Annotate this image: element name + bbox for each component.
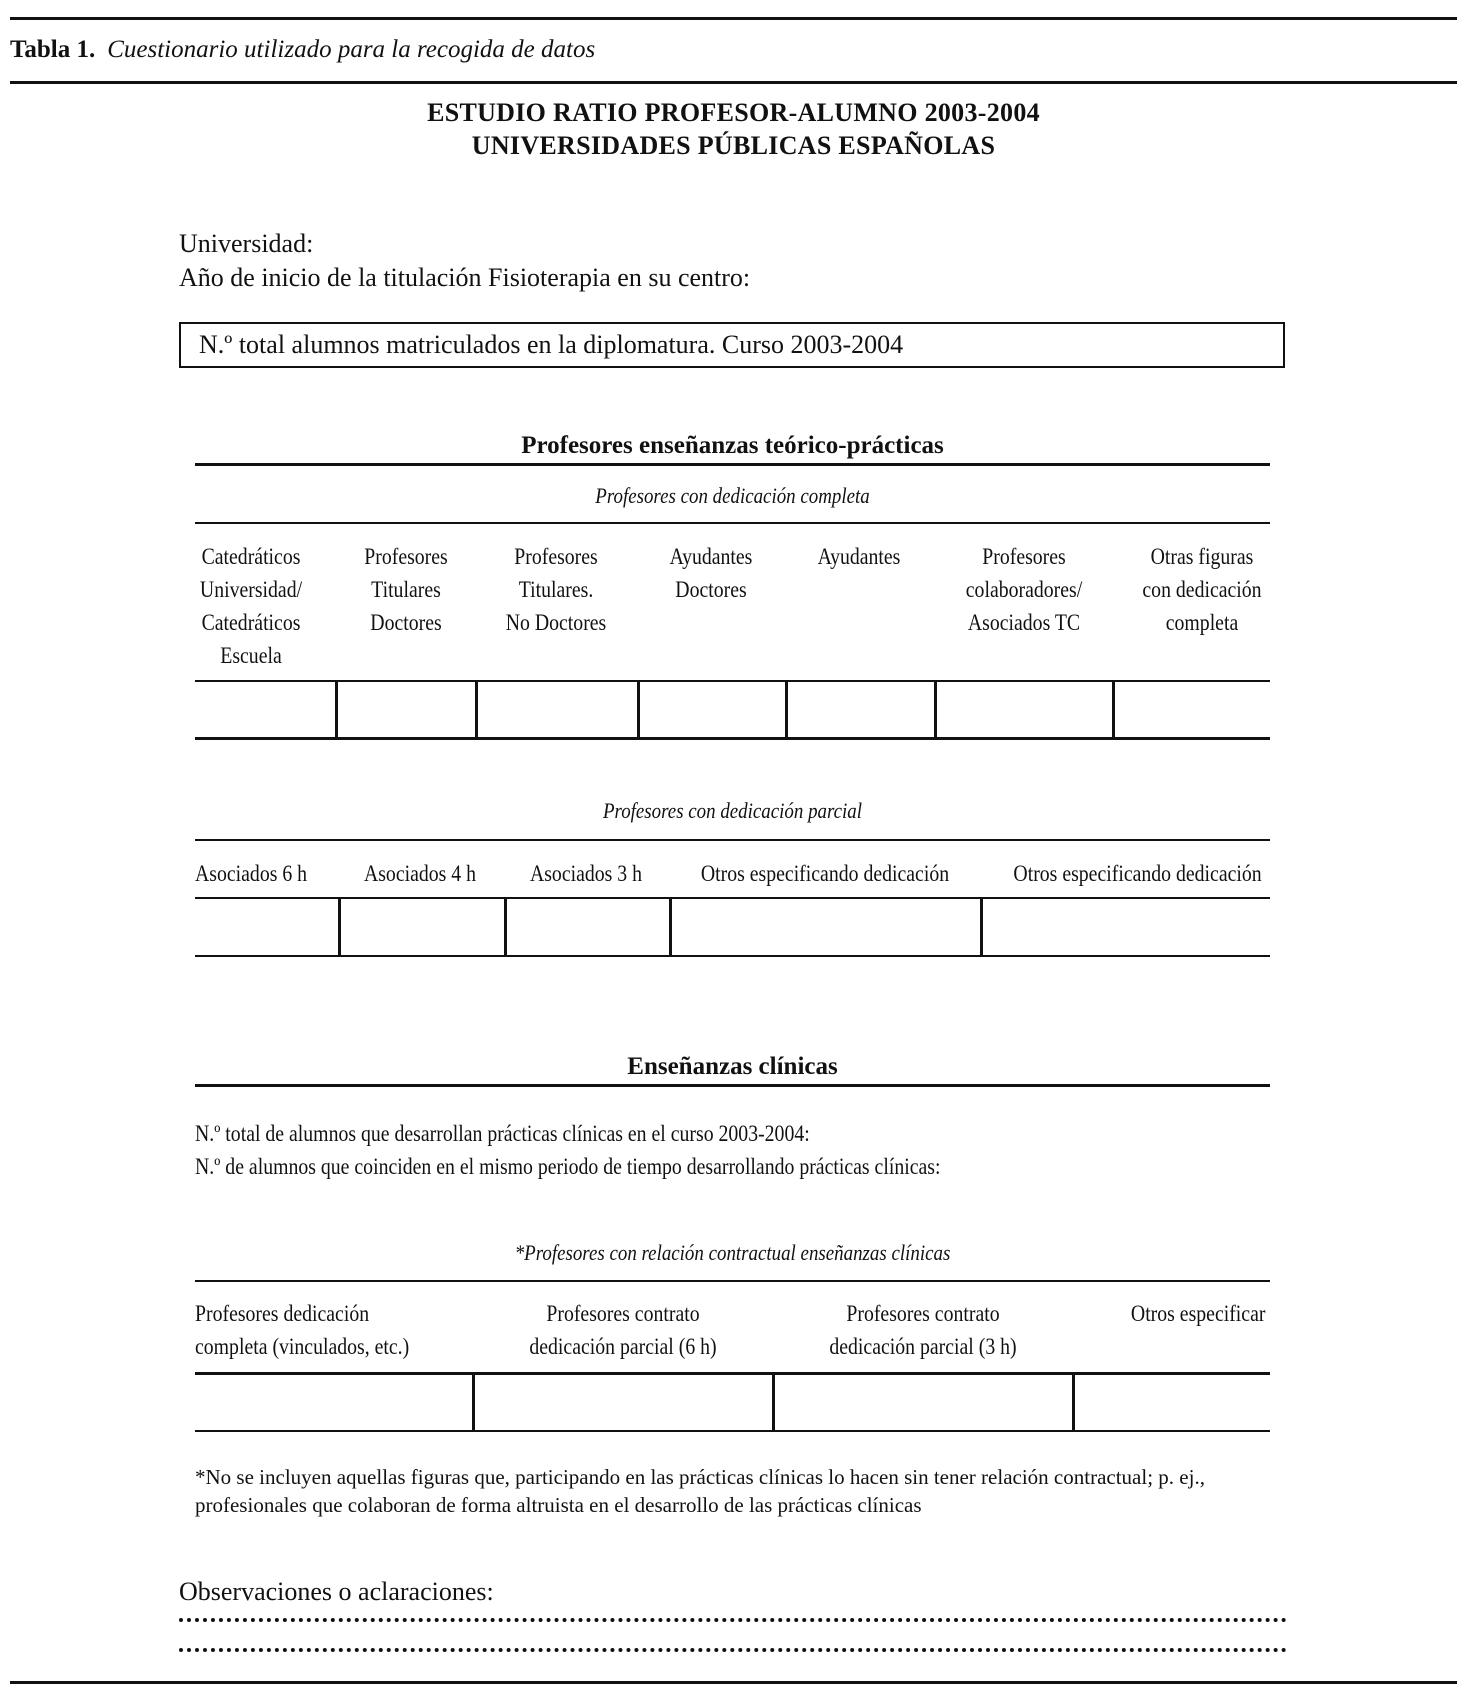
- col-asociados-4h: Asociados 4 h: [363, 861, 477, 886]
- contract-subtitle: *Profesores con relación contractual enseñanzas clínicas: [514, 1240, 951, 1265]
- col-ayudantes: Ayudantes: [817, 544, 901, 569]
- input-cell-dedicacion-completa[interactable]: [195, 1375, 472, 1430]
- universidad-label: Universidad:: [179, 229, 314, 258]
- total-alumnos-label: N.º total alumnos matriculados en la diplomatura. Curso 2003-2004: [199, 330, 904, 359]
- col-asociados-6h: Asociados 6 h: [195, 861, 308, 886]
- input-cell-catedraticos[interactable]: [195, 682, 335, 737]
- clinicas-coinciden-label: N.º de alumnos que coinciden en el mismo periodo de tiempo desarrollando prácticas clínicas:: [195, 1154, 941, 1179]
- parcial-header-rule: [195, 839, 1270, 841]
- form-title-line2: UNIVERSIDADES PÚBLICAS ESPAÑOLAS: [471, 131, 996, 160]
- completa-input-bottom-rule: [195, 737, 1270, 740]
- completa-subtitle: Profesores con dedicación completa: [595, 483, 870, 508]
- clinicas-section-title: Enseñanzas clínicas: [627, 1053, 838, 1080]
- col-titulares-doctores: Profesores Titulares Doctores: [364, 544, 448, 635]
- input-cell-parcial-3h[interactable]: [775, 1375, 1072, 1430]
- col-otras-figuras: Otras figuras con dedicación completa: [1142, 544, 1262, 635]
- footnote-line2: profesionales que colaboran de forma altruista en el desarrollo de las prácticas clínicas: [195, 1493, 922, 1517]
- col-catedraticos: Catedráticos Universidad/ Catedráticos Escuela: [199, 544, 303, 668]
- col-ayudantes-doctores: Ayudantes Doctores: [669, 544, 753, 602]
- col-otros-dedicacion-2: Otros especificando dedicación: [1013, 861, 1262, 886]
- observaciones-label: Observaciones o aclaraciones:: [179, 1577, 494, 1606]
- teorico-section-title: Profesores enseñanzas teórico-prácticas: [521, 432, 944, 459]
- parcial-subtitle: Profesores con dedicación parcial: [602, 798, 863, 823]
- parcial-input-bottom-rule: [195, 955, 1270, 957]
- input-cell-ayudantes-doctores[interactable]: [640, 682, 785, 737]
- col-otros-especificar: Otros especificar: [1130, 1301, 1265, 1326]
- input-cell-asociados-4h[interactable]: [341, 899, 504, 955]
- input-cell-asociados-3h[interactable]: [507, 899, 669, 955]
- input-cell-titulares-no-doctores[interactable]: [478, 682, 637, 737]
- col-parcial-3h: Profesores contrato dedicación parcial (3 h): [829, 1301, 1017, 1359]
- observaciones-line-1[interactable]: [179, 1618, 1287, 1622]
- input-cell-colaboradores[interactable]: [937, 682, 1112, 737]
- bottom-rule: [10, 1681, 1457, 1684]
- teorico-title-rule: [195, 463, 1270, 466]
- col-asociados-3h: Asociados 3 h: [529, 861, 643, 886]
- input-cell-otros-2[interactable]: [983, 899, 1270, 955]
- caption-rule: [10, 81, 1457, 84]
- input-cell-titulares-doctores[interactable]: [338, 682, 475, 737]
- contract-header-rule: [195, 1280, 1270, 1282]
- caption-text: Cuestionario utilizado para la recogida de datos: [107, 36, 596, 63]
- col-titulares-no-doctores: Profesores Titulares. No Doctores: [505, 544, 607, 635]
- clinicas-title-rule: [195, 1084, 1270, 1087]
- col-parcial-6h: Profesores contrato dedicación parcial (6 h): [529, 1301, 717, 1359]
- observaciones-line-2[interactable]: [179, 1648, 1287, 1652]
- completa-header-rule: [195, 522, 1270, 524]
- anio-inicio-label: Año de inicio de la titulación Fisioterapia en su centro:: [179, 263, 751, 292]
- table-caption: [10, 36, 595, 64]
- col-colaboradores: Profesores colaboradores/ Asociados TC: [965, 544, 1083, 635]
- input-cell-ayudantes[interactable]: [788, 682, 934, 737]
- top-rule: [10, 17, 1457, 20]
- footnote-line1: *No se incluyen aquellas figuras que, participando en las prácticas clínicas lo hacen sin tener relación contractual; p. ej.,: [195, 1465, 1205, 1489]
- form-title-line1: ESTUDIO RATIO PROFESOR-ALUMNO 2003-2004: [427, 98, 1040, 127]
- contract-input-bottom-rule: [195, 1430, 1270, 1432]
- input-cell-parcial-6h[interactable]: [475, 1375, 772, 1430]
- col-dedicacion-completa: Profesores dedicación completa (vinculados, etc.): [195, 1301, 410, 1359]
- col-otros-dedicacion-1: Otros especificando dedicación: [700, 861, 950, 886]
- clinicas-total-alumnos-label: N.º total de alumnos que desarrollan prácticas clínicas en el curso 2003-2004:: [195, 1121, 810, 1146]
- input-cell-asociados-6h[interactable]: [195, 899, 338, 955]
- caption-label: Tabla 1.: [10, 36, 96, 63]
- input-cell-otros-1[interactable]: [672, 899, 980, 955]
- total-alumnos-box[interactable]: [179, 322, 1285, 368]
- input-cell-otras-figuras[interactable]: [1115, 682, 1270, 737]
- input-cell-otros-especificar[interactable]: [1075, 1375, 1270, 1430]
